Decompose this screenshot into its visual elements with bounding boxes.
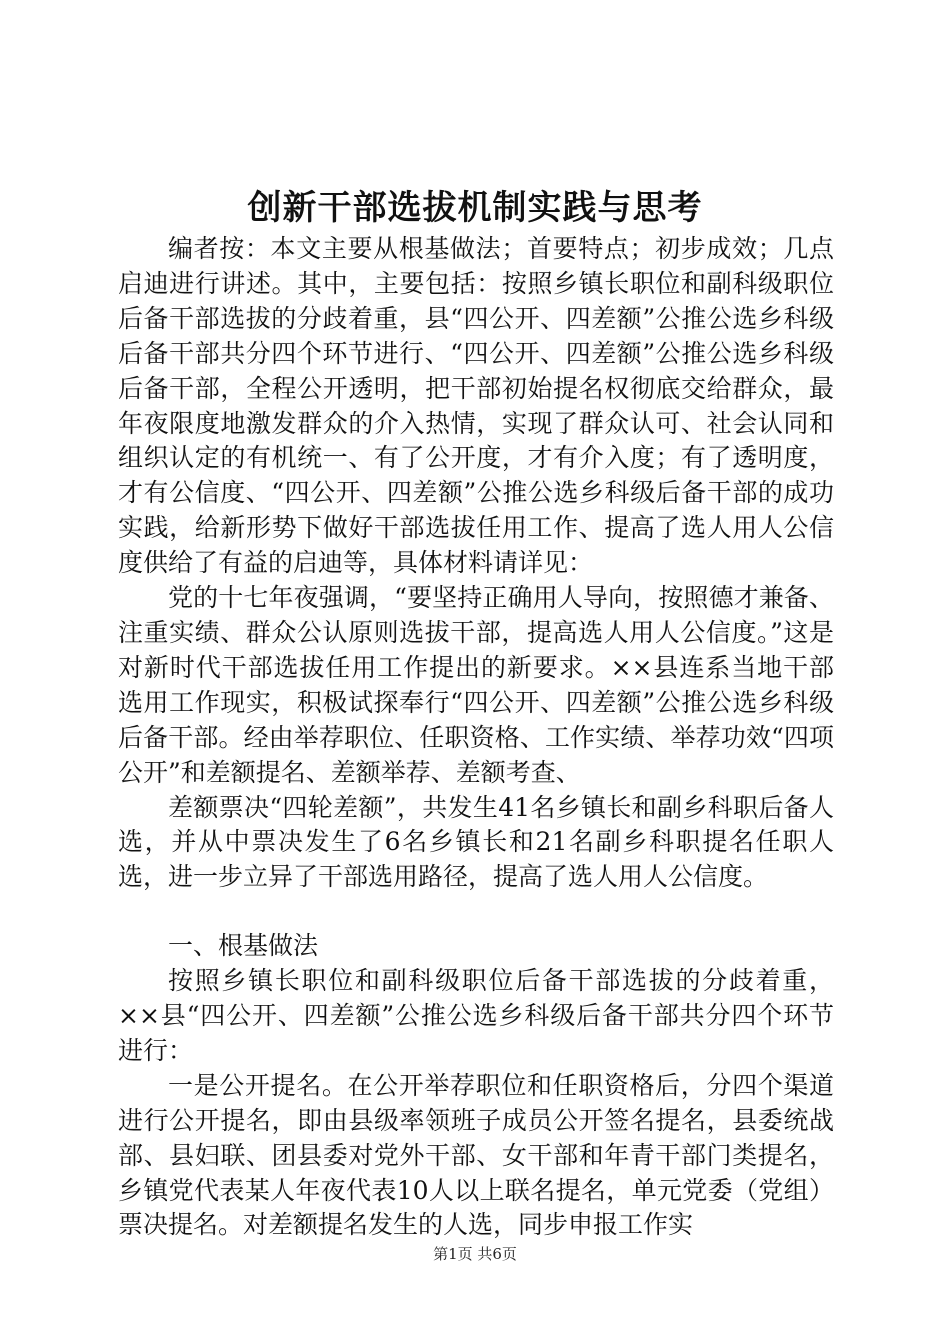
paragraph-public-nomination: 一是公开提名。在公开举荐职位和任职资格后，分四个渠道进行公开提名，即由县级率领班子成员公开签名提名，县委统战部、县妇联、团县委对党外干部、女干部和年青干部门类提名，乡镇党代表某人年夜代表10人以上联名提名，单元党委（党组）票决提名。对差额提名发生的人选，同步申报工作实 bbox=[118, 1070, 834, 1240]
document-body bbox=[118, 232, 834, 1243]
document-title: 创新干部选拔机制实践与思考 bbox=[247, 188, 703, 228]
section-heading-basic-methods: 一、根基做法 bbox=[168, 931, 319, 961]
paragraph-results: 差额票决“四轮差额”，共发生41名乡镇长和副乡科职后备人选，并从中票决发生了6名乡镇长和21名副乡科职提名任职人选，进一步立异了干部选用路径，提高了选人用人公信度。 bbox=[118, 792, 834, 892]
paragraph-overview: 按照乡镇长职位和副科级职位后备干部选拔的分歧着重，××县“四公开、四差额”公推公选乡科级后备干部共分四个环节进行： bbox=[118, 966, 834, 1065]
paragraph-intro: 党的十七年夜强调，“要坚持正确用人导向，按照德才兼备、注重实绩、群众公认原则选拔干部，提高选人用人公信度。”这是对新时代干部选拔任用工作提出的新要求。××县连系当地干部选用工作现实，积极试探奉行“四公开、四差额”公推公选乡科级后备干部。经由举荐职位、任职资格、工作实绩、举荐功效“四项公开”和差额提名、差额举荐、差额考查、 bbox=[118, 583, 834, 787]
page-footer: 第1页 共6页 bbox=[433, 1245, 517, 1263]
paragraph-editor-note: 编者按：本文主要从根基做法；首要特点；初步成效；几点启迪进行讲述。其中，主要包括：按照乡镇长职位和副科级职位后备干部选拔的分歧着重，县“四公开、四差额”公推公选乡科级后备干部共分四个环节进行、“四公开、四差额”公推公选乡科级后备干部，全程公开透明，把干部初始提名权彻底交给群众，最年夜限度地激发群众的介入热情，实现了群众认可、社会认同和组织认定的有机统一、有了公开度，才有介入度；有了透明度，才有公信度、“四公开、四差额”公推公选乡科级后备干部的成功实践，给新形势下做好干部选拔任用工作、提高了选人用人公信度供给了有益的启迪等，具体材料请详见： bbox=[118, 234, 834, 578]
